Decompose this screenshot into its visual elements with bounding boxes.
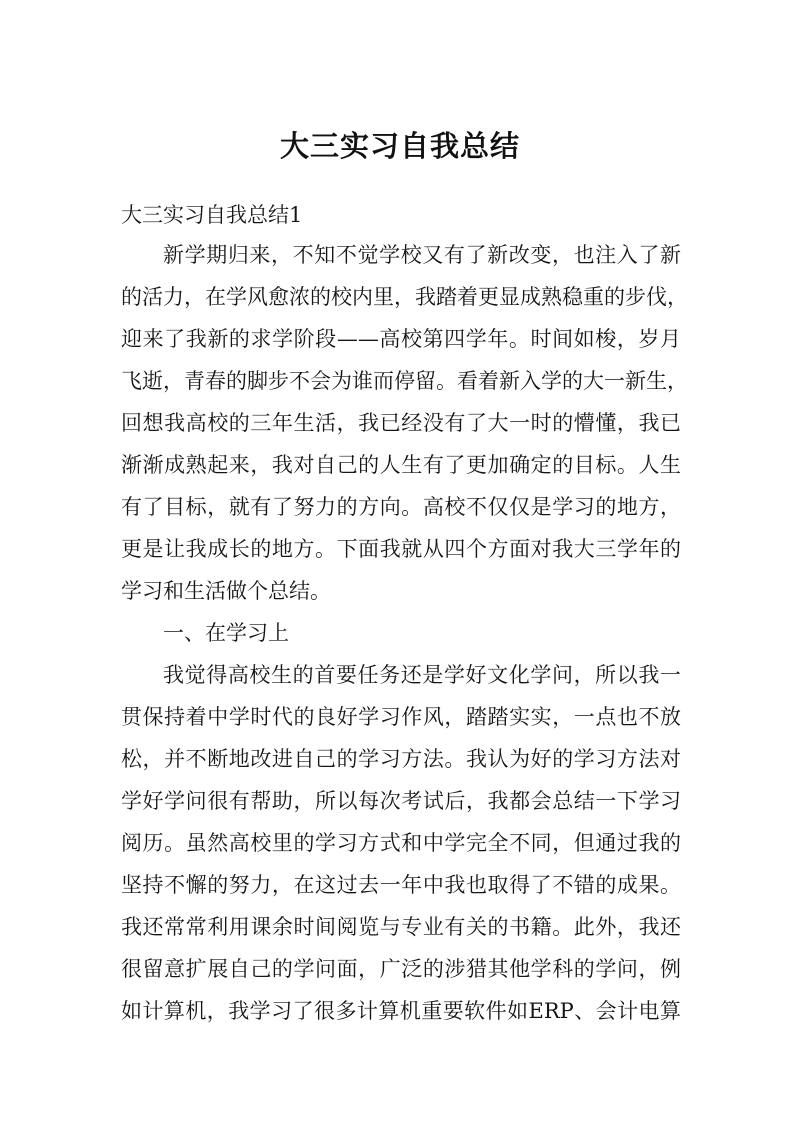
paragraph-line: 更是让我成长的地方。下面我就从四个方面对我大三学年的: [121, 537, 681, 561]
paragraph-line: 新学期归来，不知不觉学校又有了新改变，也注入了新: [163, 243, 681, 267]
paragraph-line: 我还常常利用课余时间阅览与专业有关的书籍。此外，我还: [121, 915, 681, 939]
section-subtitle: 大三实习自我总结1: [121, 203, 303, 227]
paragraph-line: 松，并不断地改进自己的学习方法。我认为好的学习方法对: [121, 747, 681, 771]
paragraph-line: 学好学问很有帮助，所以每次考试后，我都会总结一下学习: [121, 789, 681, 813]
paragraph-line: 的活力，在学风愈浓的校内里，我踏着更显成熟稳重的步伐，: [121, 285, 688, 309]
paragraph-line: 飞逝，青春的脚步不会为谁而停留。看着新入学的大一新生，: [121, 369, 688, 393]
paragraph-line: 渐渐成熟起来，我对自己的人生有了更加确定的目标。人生: [121, 453, 681, 477]
document-title: 大三实习自我总结: [279, 129, 520, 163]
paragraph-line: 阅历。虽然高校里的学习方式和中学完全不同，但通过我的: [121, 831, 681, 855]
paragraph-line: 很留意扩展自己的学问面，广泛的涉猎其他学科的学问，例: [121, 957, 681, 981]
paragraph-line: 回想我高校的三年生活，我已经没有了大一时的懵懂，我已: [121, 411, 681, 435]
paragraph-line: 贯保持着中学时代的良好学习作风，踏踏实实，一点也不放: [121, 705, 681, 729]
paragraph-line: 我觉得高校生的首要任务还是学好文化学问，所以我一: [163, 663, 681, 687]
paragraph-line: 如计算机，我学习了很多计算机重要软件如ERP、会计电算: [121, 999, 681, 1023]
paragraph-line: 有了目标，就有了努力的方向。高校不仅仅是学习的地方，: [121, 495, 681, 519]
section-heading: 一、在学习上: [163, 621, 289, 645]
paragraph-line: 迎来了我新的求学阶段——高校第四学年。时间如梭，岁月: [121, 327, 681, 351]
paragraph-line: 学习和生活做个总结。: [121, 579, 331, 603]
paragraph-line: 坚持不懈的努力，在这过去一年中我也取得了不错的成果。: [121, 873, 681, 897]
